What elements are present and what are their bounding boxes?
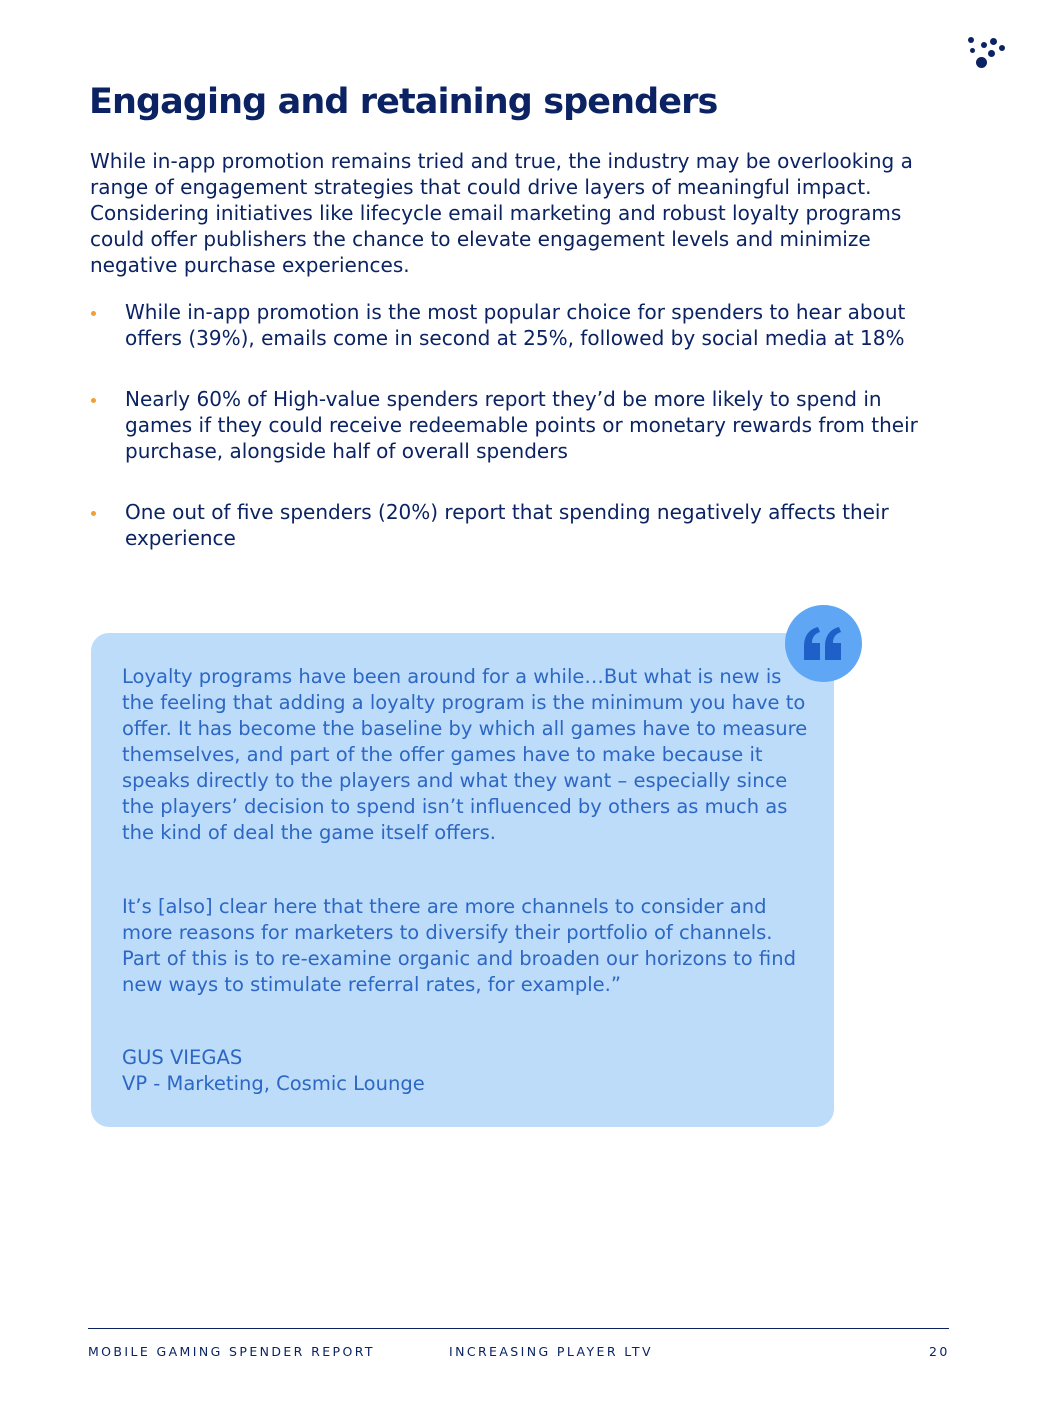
footer-report-title: MOBILE GAMING SPENDER REPORT xyxy=(88,1344,375,1359)
quote-paragraph-1: Loyalty programs have been around for a while…But what is new is the feeling that adding a loyalty program is the minimum you have to offer. It has become the baseline by which all games have to measure themselves, and part of the offer games have to make because it speaks directly to the players and what they want – especially since the players’ decision to spend isn’t influenced by others as much as the kind of deal the game itself offers. xyxy=(122,665,808,844)
bullet-dot-icon xyxy=(91,311,96,316)
quote-author-role: VP - Marketing, Cosmic Lounge xyxy=(122,1072,425,1095)
bullet-text: While in-app promotion is the most popular choice for spenders to hear about offers (39%), emails come in second at 25%, followed by social media at 18% xyxy=(125,300,906,350)
bullet-text: Nearly 60% of High-value spenders report they’d be more likely to spend in games if they could receive redeemable points or monetary rewards from their purchase, alongside half of overall spenders xyxy=(125,387,918,463)
brand-logo-icon xyxy=(964,34,1008,70)
quote-paragraph-2: It’s [also] clear here that there are more channels to consider and more reasons for marketers to diversify their portfolio of channels. Part of this is to re-examine organic and broaden our horizons to find new ways to stimulate referral rates, for example.” xyxy=(122,895,796,996)
bullet-dot-icon xyxy=(91,511,96,516)
footer-page-number: 20 xyxy=(929,1344,950,1359)
footer-divider xyxy=(88,1328,949,1329)
bullet-text: One out of five spenders (20%) report that spending negatively affects their experience xyxy=(125,500,889,550)
quote-badge xyxy=(785,605,862,682)
page-title: Engaging and retaining spenders xyxy=(89,82,718,122)
bullet-item xyxy=(90,499,930,551)
intro-paragraph: While in-app promotion remains tried and true, the industry may be overlooking a range of engagement strategies that could drive layers of meaningful impact. Considering initiatives like lifecycle email marketing and robust loyalty programs could offer publishers the chance to elevate engagement levels and minimize negative purchase experiences. xyxy=(90,149,913,277)
bullet-dot-icon xyxy=(91,398,96,403)
quote-author: GUS VIEGAS xyxy=(122,1046,243,1069)
bullet-list xyxy=(90,299,930,586)
quote-mark-icon xyxy=(802,626,844,662)
quote-card xyxy=(91,633,834,1127)
bullet-item xyxy=(90,386,930,464)
footer-section-title: INCREASING PLAYER LTV xyxy=(449,1344,653,1359)
bullet-item xyxy=(90,299,930,351)
